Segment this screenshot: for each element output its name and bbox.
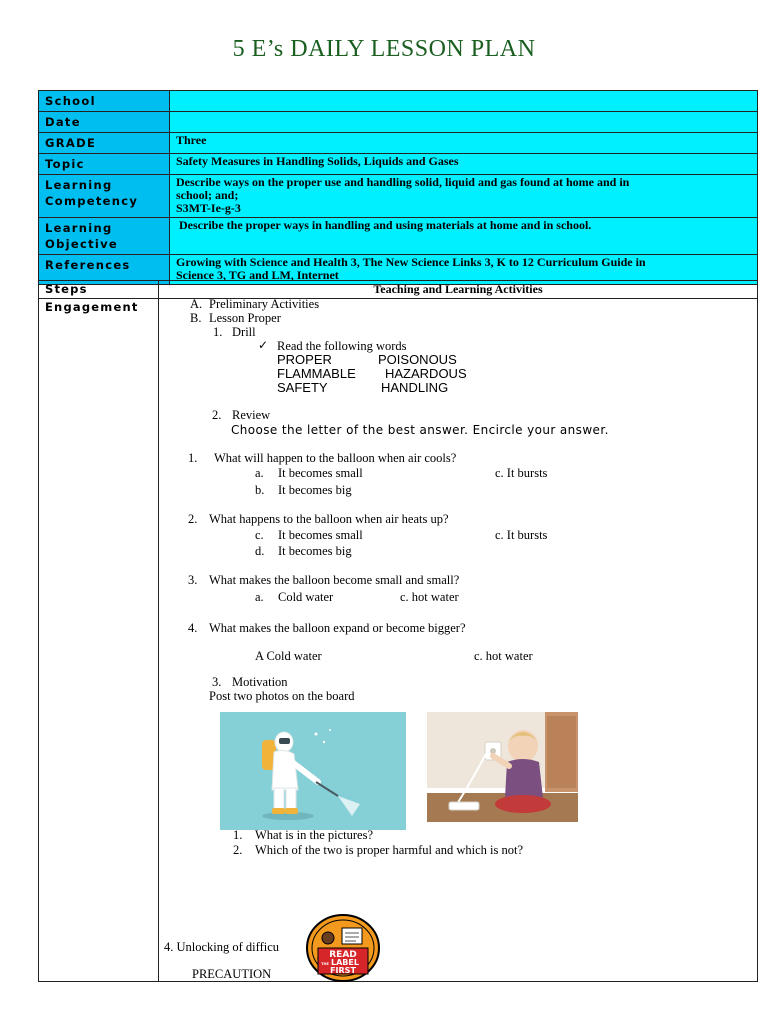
unlocking-difficulties: 4. Unlocking of difficu: [164, 940, 280, 954]
choice-text: It becomes big: [278, 544, 352, 558]
choice-mark: b.: [255, 483, 265, 497]
references-value-line-1: Growing with Science and Health 3, The New Science Links 3, K to 12 Curriculum Guide in: [176, 255, 646, 269]
item-a-mark: A.: [190, 297, 203, 311]
choice-text: Cold water: [278, 590, 334, 604]
picture-question-1-mark: 1.: [233, 828, 243, 842]
competency-value-line-2: school; and;: [176, 188, 239, 202]
child-outlet-photo: [427, 712, 578, 822]
word-item: POISONOUS: [378, 352, 457, 367]
page-title: 5 E’s DAILY LESSON PLAN: [232, 36, 536, 62]
picture-question-1: What is in the pictures?: [255, 828, 374, 842]
word-item: PROPER: [277, 352, 332, 367]
logo-text-the: THE: [321, 962, 329, 966]
review-mark: 2.: [212, 408, 222, 422]
review-instruction: Choose the letter of the best answer. Encircle your answer.: [231, 423, 609, 437]
choice-mark: a.: [255, 590, 264, 604]
question-4-mark: 4.: [188, 621, 198, 635]
choice-mark: a.: [255, 466, 264, 480]
preliminary-activities: Preliminary Activities: [209, 297, 320, 311]
precaution-word: PRECAUTION: [192, 967, 272, 981]
choice-mark: d.: [255, 544, 265, 558]
choice-text: It becomes big: [278, 483, 352, 497]
question-4: What makes the balloon expand or become bigger?: [209, 621, 466, 635]
motivation-mark: 3.: [212, 675, 222, 689]
choice-text: It becomes small: [278, 528, 363, 542]
question-2: What happens to the balloon when air heats up?: [209, 512, 449, 526]
check-icon: ✓: [258, 338, 269, 352]
item-b-mark: B.: [190, 311, 202, 325]
review-label: Review: [232, 408, 271, 422]
school-value: [170, 91, 758, 112]
grade-value: Three: [170, 133, 758, 154]
references-value-line-2: Science 3, TG and LM, Internet: [176, 268, 339, 282]
question-2-mark: 2.: [188, 512, 198, 526]
word-item: SAFETY: [277, 380, 328, 395]
date-label: Date: [39, 112, 170, 133]
question-1-mark: 1.: [188, 451, 198, 465]
sprayer-illustration: [220, 712, 406, 830]
word-item: FLAMMABLE: [277, 366, 356, 381]
drill-mark: 1.: [213, 325, 223, 339]
choice-text: A Cold water: [255, 649, 322, 663]
word-item: HAZARDOUS: [385, 366, 467, 381]
objective-value: Describe the proper ways in handling and using materials at home and in school.: [170, 218, 758, 255]
engagement-label: Engagement: [45, 300, 139, 314]
word-item: HANDLING: [381, 380, 449, 395]
choice-text: c. It bursts: [495, 466, 548, 480]
competency-value: [170, 175, 758, 218]
choice-text: It becomes small: [278, 466, 363, 480]
drill-label: Drill: [232, 325, 256, 339]
question-3: What makes the balloon become small and small?: [209, 573, 460, 587]
logo-text-first: FIRST: [330, 966, 356, 975]
post-photos-instruction: Post two photos on the board: [209, 689, 355, 703]
steps-header: Steps: [45, 282, 88, 296]
lesson-info-table: [38, 90, 758, 285]
question-3-mark: 3.: [188, 573, 198, 587]
competency-value-line-3: S3MT-Ie-g-3: [176, 201, 241, 215]
choice-text: c. hot water: [400, 590, 459, 604]
date-value: [170, 112, 758, 133]
activities-header: Teaching and Learning Activities: [373, 282, 543, 296]
choice-text: c. hot water: [474, 649, 533, 663]
sprayer-photo: [220, 712, 406, 830]
read-label-first-logo: [306, 914, 380, 982]
competency-label-line-1: Learning: [45, 178, 113, 192]
lesson-proper: Lesson Proper: [209, 311, 281, 325]
competency-value-line-1: Describe ways on the proper use and handling solid, liquid and gas found at home and in: [176, 175, 630, 189]
choice-text: c. It bursts: [495, 528, 548, 542]
choice-mark: c.: [255, 528, 264, 542]
read-words-instruction: Read the following words: [277, 339, 407, 353]
topic-value: Safety Measures in Handling Solids, Liquids and Gases: [170, 154, 758, 175]
objective-label-line-1: Learning: [45, 221, 113, 235]
picture-question-2: Which of the two is proper harmful and which is not?: [255, 843, 523, 857]
references-label: References: [39, 255, 170, 285]
picture-question-2-mark: 2.: [233, 843, 243, 857]
grade-label: GRADE: [39, 133, 170, 154]
competency-label: [39, 175, 170, 218]
header-divider: [39, 298, 757, 299]
logo-text-read: READ: [329, 950, 357, 960]
motivation-label: Motivation: [232, 675, 288, 689]
school-label: School: [39, 91, 170, 112]
question-1: What will happen to the balloon when air cools?: [214, 451, 457, 465]
child-outlet-illustration: [427, 712, 578, 822]
column-divider: [158, 281, 159, 981]
read-label-logo-icon: [306, 914, 380, 982]
objective-label-line-2: Objective: [45, 237, 119, 251]
topic-label: Topic: [39, 154, 170, 175]
competency-label-line-2: Competency: [45, 194, 139, 208]
objective-label: [39, 218, 170, 255]
logo-text-label: LABEL: [331, 958, 359, 967]
